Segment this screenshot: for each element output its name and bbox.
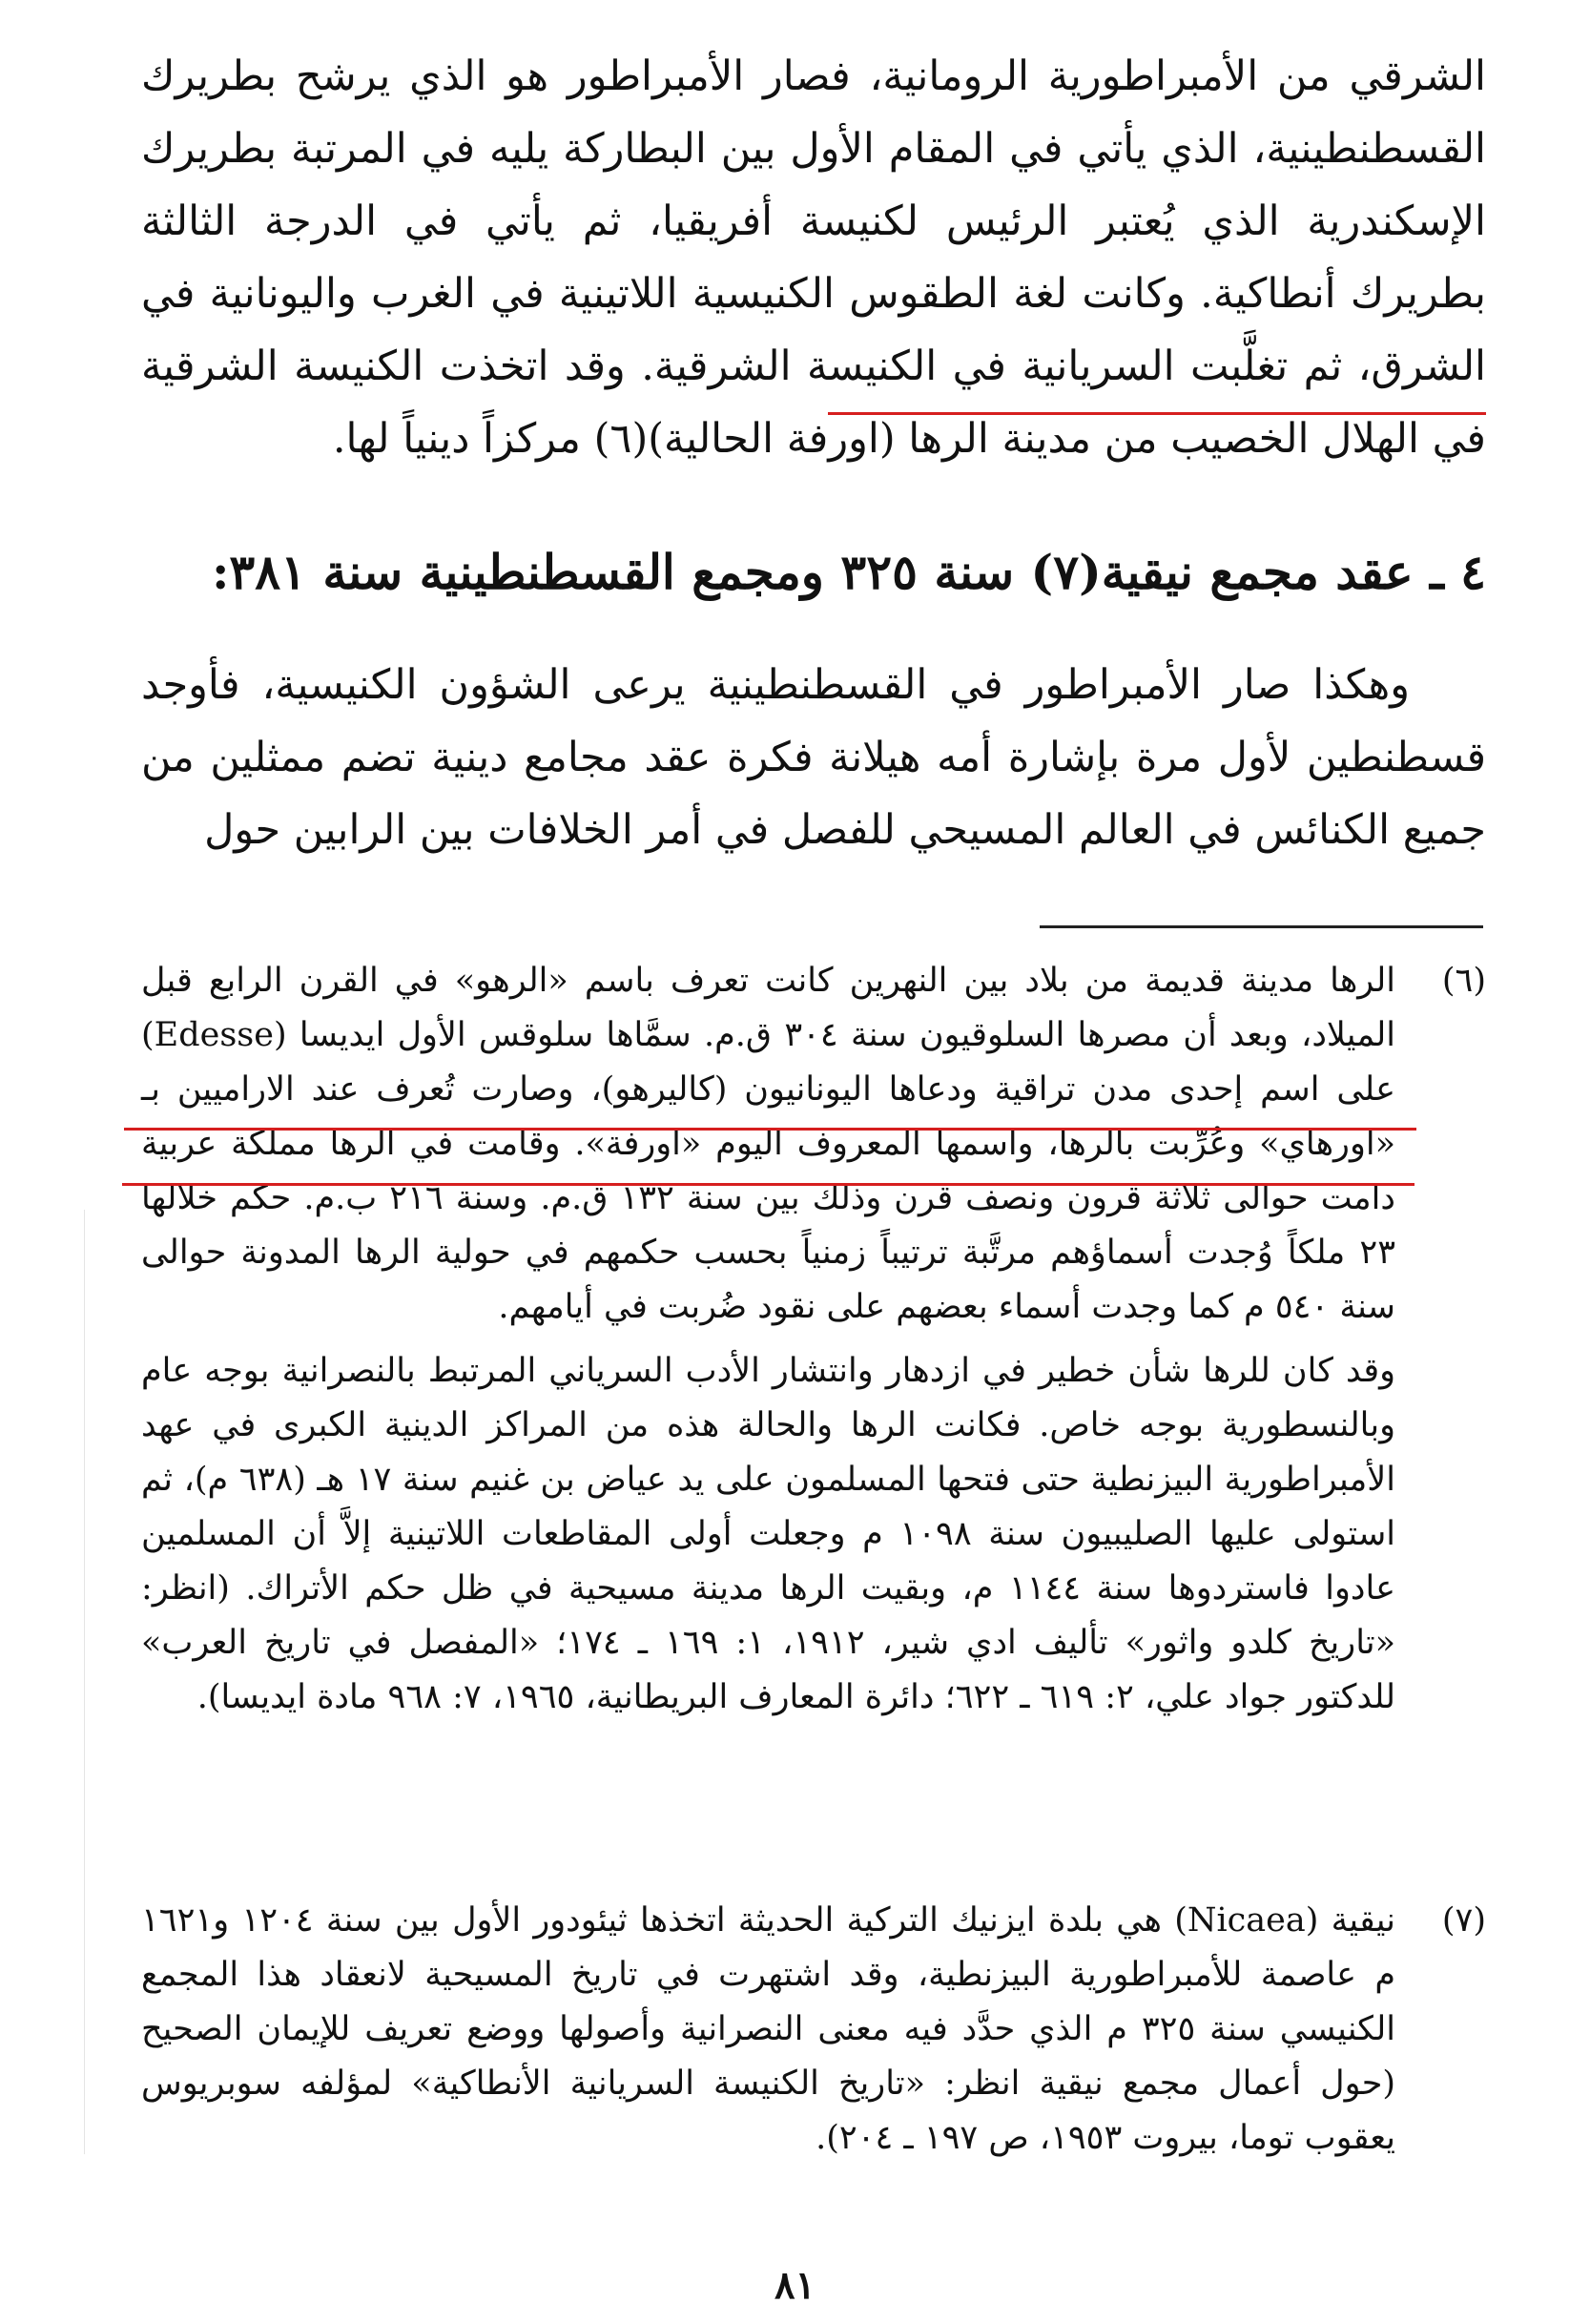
footnote-number: (٦) — [1441, 962, 1486, 1000]
body-paragraph-top: الشرقي من الأمبراطورية الرومانية، فصار الأمبراطور هو الذي يرشح بطريرك القسطنطينية، الذي يأتي في المقام الأول بين البطاركة يليه في المرتبة بطريرك الإسكندرية الذي يُعتبر الرئيس لكنيسة أفريقيا، ثم يأتي في الدرجة الثالثة بطريرك أنطاكية. وكانت لغة الطقوس الكنيسية اللاتينية في الغرب واليونانية في الشرق، ثم تغلَّبت السريانية في الكنيسة الشرقية. وقد اتخذت الكنيسة الشرقية في الهلال الخصيب من مدينة الرها (اورفة الحالية)(٦) مركزاً دينياً لها. — [141, 52, 1486, 463]
footnote-number: (٧) — [1441, 1901, 1486, 1940]
footnote-paragraph: نيقية (Nicaea) هي بلدة ايزنيك التركية الحديثة اتخذها ثيئودور الأول بين سنة ١٢٠٤ و١٦٢١ م عاصمة للأمبراطورية البيزنطية، وقد اشتهرت في تاريخ المسيحية لانعقاد هذا المجمع الكنيسي سنة ٣٢٥ م الذي حدَّد فيه معنى النصرانية وأصولها ووضع تعريف للإيمان الصحيح (حول أعمال مجمع نيقية انظر: «تاريخ الكنيسة السريانية الأنطاكية» لمؤلفه سوبريوس يعقوب توما، بيروت ١٩٥٣، ص ١٩٧ ـ ٢٠٤). — [141, 1901, 1396, 2157]
section-heading: ٤ ـ عقد مجمع نيقية(٧) سنة ٣٢٥ ومجمع القسطنطينية سنة ٣٨١: — [211, 544, 1486, 600]
footnote-separator — [1040, 925, 1483, 928]
footnote-paragraph: وقد كان للرها شأن خطير في ازدهار وانتشار الأدب السرياني المرتبط بالنصرانية بوجه عام وبالنسطورية بوجه خاص. فكانت الرها والحالة هذه من المراكز الدينية الكبرى في عهد الأمبراطورية البيزنطية حتى فتحها المسلمون على يد عياض بن غنيم سنة ١٧ هـ (٦٣٨ م)، ثم استولى عليها الصليبيون سنة ١٠٩٨ م وجعلت أولى المقاطعات اللاتينية إلاَّ أن المسلمين عادوا فاستردوها سنة ١١٤٤ م، وبقيت الرها مدينة مسيحية في ظل حكم الأتراك. (انظر: «تاريخ كلدو واثور» تأليف ادي شير، ١٩١٢، ١: ١٦٩ ـ ١٧٤؛ «المفصل في تاريخ العرب» للدكتور جواد علي، ٢: ٦١٩ ـ ٦٢٢؛ دائرة المعارف البريطانية، ١٩٦٥، ٧: ٩٦٨ مادة ايديسا). — [141, 1352, 1396, 1716]
highlight-underline-3 — [122, 1183, 1414, 1186]
highlight-underline-2 — [124, 1128, 1416, 1131]
scan-margin-line — [84, 1210, 85, 2154]
page-number: ٨١ — [774, 2263, 816, 2308]
footnote-6 — [141, 954, 1486, 1725]
footnote-paragraph: الرها مدينة قديمة من بلاد بين النهرين كانت تعرف باسم «الرهو» في القرن الرابع قبل الميلاد، وبعد أن مصرها السلوقيون سنة ٣٠٤ ق.م. سمَّاها سلوقس الأول ايديسا (Edesse) على اسم إحدى مدن تراقية ودعاها اليونانيون (كاليرهو)، وصارت تُعرف عند الاراميين بـ «اورهاي» وعُرِّبت بالرها، واسمها المعروف اليوم «اورفة». وقامت في الرها مملكة عربية دامت حوالى ثلاثة قرون ونصف قرن وذلك بين سنة ١٣٢ ق.م. وسنة ٢١٦ ب.م. حكم خلالها ٢٣ ملكاً وُجدت أسماؤهم مرتَّبة ترتيباً زمنياً بحسب حكمهم في حولية الرها المدونة حوالى سنة ٥٤٠ م كما وجدت أسماء بعضهم على نقود ضُربت في أيامهم. — [141, 962, 1395, 1326]
body-paragraph-section: وهكذا صار الأمبراطور في القسطنطينية يرعى الشؤون الكنيسية، فأوجد قسطنطين لأول مرة بإشارة أمه هيلانة فكرة عقد مجامع دينية تضم ممثلين من جميع الكنائس في العالم المسيحي للفصل في أمر الخلافات بين الرابين حول — [141, 661, 1486, 854]
footnote-7 — [141, 1894, 1486, 2166]
highlight-underline-1 — [828, 412, 1486, 415]
